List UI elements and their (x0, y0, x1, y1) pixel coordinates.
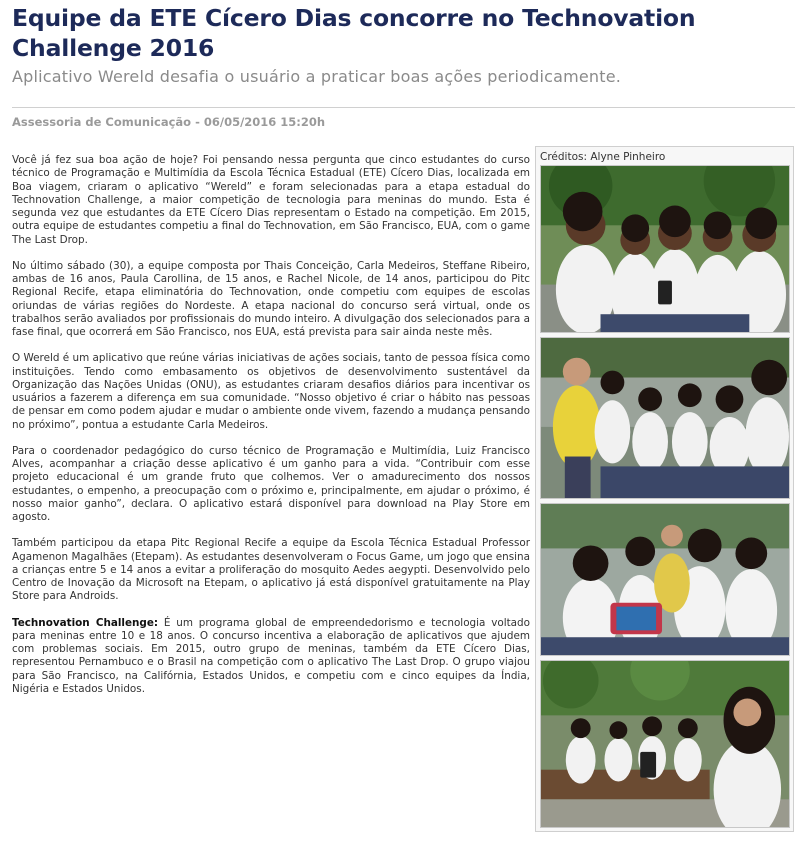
team-photo-1-image (541, 166, 789, 332)
header-divider (12, 107, 795, 108)
article-paragraph: Também participou da etapa Pitc Regional Recife a equipe da Escola Técnica Estadual Professor Agamenon Magalhães (Etepam). As estudantes desenvolveram o Focus Game, um jogo que ensina a crianças entre 5 e 14 anos a evitar a proliferação do mosquito Aedes aegypti. Desenvolvido pelo Centro de Inovação da Microsoft na Etepam, o aplicativo já está disponível gratuitamente na Play Store para Androids. (12, 537, 530, 603)
article-title: Equipe da ETE Cícero Dias concorre no Technovation Challenge 2016 (12, 4, 696, 62)
final-paragraph-text: É um programa global de empreendedorismo e tecnologia voltado para meninas entre 10 e 18 anos. O concurso incentiva a elaboração de aplicativos que ajudem com problemas sociais. Em 2015, outro grupo de meninas, também da ETE Cícero Dias, representou Pernambuco e o Brasil na competição com o aplicativo The Last Drop. O grupo viajou para São Francisco, na Califórnia, Estados Unidos, e competiu com e cinco equipes da Índia, Nigéria e Estados Unidos. (12, 616, 530, 695)
article-paragraph: Você já fez sua boa ação de hoje? Foi pensando nessa pergunta que cinco estudantes do curso técnico de Programação e Multimídia da Escola Técnica Estadual (ETE) Cícero Dias, localizada em Boa viagem, criaram o aplicativo “Wereld” e foram selecionadas para a etapa estadual do Technovation Challenge, a maior competição de tecnologia para meninas do mundo. Esta é segunda vez que estudantes da ETE Cícero Dias representam o Estado na competição. Em 2015, outra equipe de estudantes competiu a final do Technovation, em São Francisco, EUA, com o game The Last Drop. (12, 154, 530, 246)
team-photo-3-image (541, 504, 789, 655)
team-photo-4-image (541, 661, 789, 827)
article-paragraph: Para o coordenador pedagógico do curso técnico de Programação e Multimídia, Luiz Francisco Alves, acompanhar a criação desse aplicativo é um ganho para a vida. “Contribuir com esse projeto educacional é um grande fruto que colhemos. Ver o amadurecimento dos nossos estudantes, o empenho, a preocupação com o próximo e, principalmente, em ajudar o próximo, é nosso maior ganho”, declara. O aplicativo estará disponível para download na Play Store em agosto. (12, 444, 530, 523)
article-paragraph: No último sábado (30), a equipe composta por Thais Conceição, Carla Medeiros, Steffane Ribeiro, ambas de 16 anos, Paula Carollina, de 15 anos, e Rachel Nicole, de 14 anos, participou do Pitc Regional Recife, etapa eliminatória do Technovation, onde competiu com equipes de escolas oriundas de várias regiões do Nordeste. A etapa nacional do concurso será virtual, onde os trabalhos serão avaliados por profissionais do mundo inteiro. A divulgação dos selecionados para a fase final, que ocorrerá em São Francisco, nos EUA, está prevista para sair ainda neste mês. (12, 259, 530, 338)
photo-gallery (535, 146, 794, 832)
team-photo-1[interactable] (540, 165, 790, 333)
team-photo-3[interactable] (540, 503, 790, 656)
article-final-paragraph (12, 617, 530, 697)
article-body (12, 154, 530, 709)
article-byline: Assessoria de Comunicação - 06/05/2016 15:20h (12, 115, 326, 129)
team-photo-4[interactable] (540, 660, 790, 828)
article-paragraph: O Wereld é um aplicativo que reúne várias iniciativas de ações sociais, tanto de pessoa física como instituições. Tendo como embasamento os objetivos de desenvolvimento sustentável da Organização das Nações Unidas (ONU), as estudantes criaram desafios diários para incentivar os usuários a fazerem a diferença em sua comunidade. “Nosso objetivo é criar o hábito nas pessoas de pensar em como podem ajudar e mudar o ambiente onde vivem, fazendo a mudança pensando no próximo”, pontua a estudante Carla Medeiros. (12, 352, 530, 431)
final-paragraph-label: Technovation Challenge: (12, 616, 159, 629)
team-photo-2[interactable] (540, 337, 790, 499)
team-photo-2-image (541, 338, 789, 498)
photo-credits: Créditos: Alyne Pinheiro (540, 151, 666, 163)
article-subtitle: Aplicativo Wereld desafia o usuário a praticar boas ações periodicamente. (12, 67, 622, 86)
